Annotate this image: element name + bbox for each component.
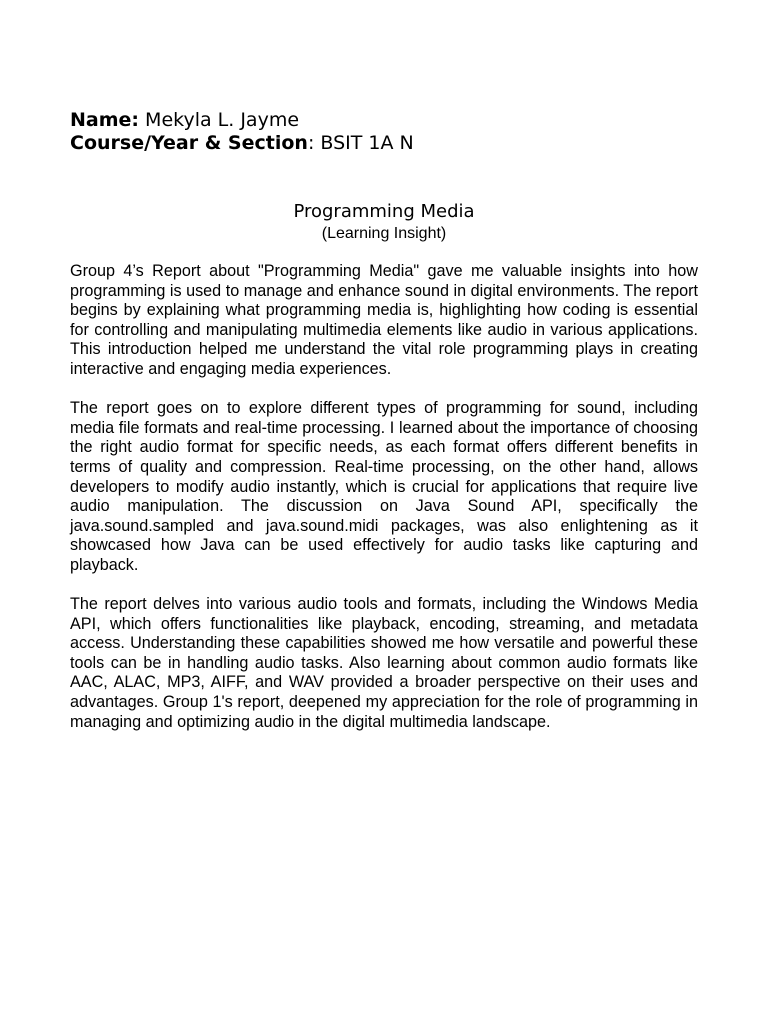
name-label: Name: — [70, 109, 140, 131]
course-label: Course/Year & Section — [70, 132, 308, 154]
document-title: Programming Media — [293, 201, 475, 222]
paragraph-3: The report delves into various audio tools and formats, including the Windows Media API, which offers functionalities like playback, encoding, streaming, and metadata access. Understanding these capabilities showed me how versatile and powerful these tools can be in handling audio tasks. Also learning about common audio formats like AAC, ALAC, MP3, AIFF, and WAV provided a broader perspective on their uses and advantages. Group 1's report, deepened my appreciation for the role of programming in managing and optimizing audio in the digital multimedia landscape. — [70, 595, 698, 731]
course-value: : BSIT 1A N — [307, 132, 414, 154]
student-header — [70, 109, 414, 155]
paragraph-2: The report goes on to explore different types of programming for sound, including media file formats and real-time processing. I learned about the importance of choosing the right audio format for specific needs, as each format offers different benefits in terms of quality and compression. Real-time processing, on the other hand, allows developers to modify audio instantly, which is crucial for applications that require live audio manipulation. The discussion on Java Sound API, specifically the java.sound.sampled and java.sound.midi packages, was also enlightening as it showcased how Java can be used effectively for audio tasks like capturing and playback. — [70, 399, 698, 574]
name-line — [70, 109, 414, 132]
document-subtitle: (Learning Insight) — [321, 225, 447, 242]
document-body — [70, 262, 698, 752]
name-value: Mekyla L. Jayme — [139, 109, 300, 131]
paragraph-1: Group 4’s Report about "Programming Media" gave me valuable insights into how programming is used to manage and enhance sound in digital environments. The report begins by explaining what programming media is, highlighting how coding is essential for controlling and manipulating multimedia elements like audio in various applications. This introduction helped me understand the vital role programming plays in creating interactive and engaging media experiences. — [70, 262, 698, 378]
course-line — [70, 132, 414, 155]
